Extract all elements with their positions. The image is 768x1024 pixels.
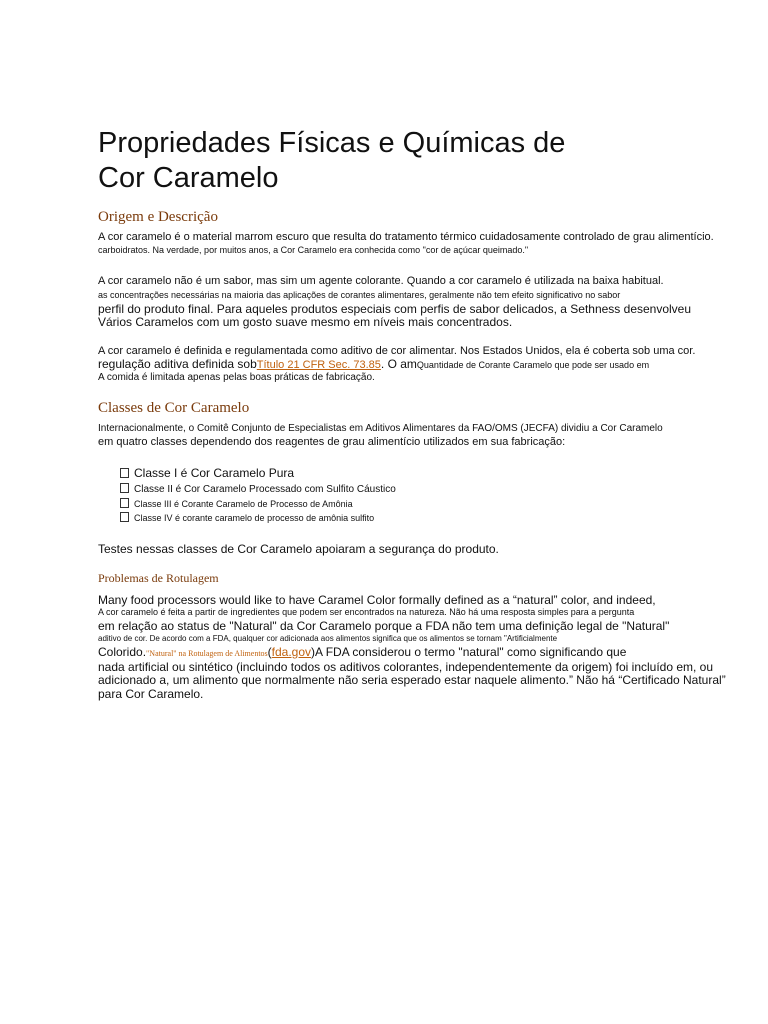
section-heading-rotulagem: Problemas de Rotulagem <box>98 571 219 585</box>
checkbox-icon <box>120 498 129 508</box>
origem-p3-line2 <box>98 357 649 371</box>
rotulagem-line6: nada artificial ou sintético (incluindo todos os aditivos colorantes, independentemente da origem) foi incluído em, ou <box>98 660 714 674</box>
origem-p2-line1: A cor caramelo não é um sabor, mas sim um agente colorante. Quando a cor caramelo é utilizada na baixa habitual. <box>98 275 664 287</box>
class-list-item <box>120 512 374 523</box>
classes-outro: Testes nessas classes de Cor Caramelo apoiaram a segurança do produto. <box>98 542 499 556</box>
rotulagem-line8: para Cor Caramelo. <box>98 687 204 701</box>
origem-p1-line1: A cor caramelo é o material marrom escuro que resulta do tratamento térmico cuidadosamente controlado de grau alimentício. <box>98 231 714 243</box>
origem-p3-line1: A cor caramelo é definida e regulamentada como aditivo de cor alimentar. Nos Estados Unidos, ela é coberta sob uma cor. <box>98 345 696 357</box>
classes-intro-line1: Internacionalmente, o Comitê Conjunto de Especialistas em Aditivos Alimentares da FAO/OMS (JECFA) dividiu a Cor Caramelo <box>98 423 663 434</box>
class-list-item-label: Classe IV é corante caramelo de processo de amônia sulfito <box>134 513 375 523</box>
section-heading-origem: Origem e Descrição <box>98 209 218 225</box>
classes-intro-line2: em quatro classes dependendo dos reagentes de grau alimentício utilizados em sua fabricação: <box>98 436 566 448</box>
origem-p2-line4: Vários Caramelos com um gosto suave mesmo em níveis mais concentrados. <box>98 315 513 329</box>
rotulagem-line2: A cor caramelo é feita a partir de ingredientes que podem ser encontrados na natureza. Não há uma resposta simples para a pergunta <box>98 607 635 617</box>
origem-p3-text-c: Quantidade de Corante Caramelo que pode ser usado em <box>416 360 650 370</box>
origem-p3-text-a: regulação aditiva definida sob <box>98 357 257 371</box>
class-list-item <box>120 498 353 509</box>
rotulagem-line3: em relação ao status de "Natural" da Cor Caramelo porque a FDA não tem uma definição legal de "Natural" <box>98 619 670 633</box>
origem-p2-line2: as concentrações necessárias na maioria das aplicações de corantes alimentares, geralmente não tem efeito significativo no sabor <box>98 290 621 300</box>
rotulagem-line5-text-a: Colorido. <box>98 645 147 659</box>
checkbox-icon <box>120 468 129 478</box>
origem-p3-line3: A comida é limitada apenas pelas boas práticas de fabricação. <box>98 372 375 383</box>
checkbox-icon <box>120 512 129 522</box>
origem-p1-line2: carboidratos. Na verdade, por muitos anos, a Cor Caramelo era conhecida como "cor de açúcar queimado." <box>98 245 529 255</box>
natural-labeling-link[interactable]: "Natural" na Rotulagem de Alimentos <box>146 649 268 658</box>
origem-p3-text-b: . O am <box>380 357 417 371</box>
class-list-item <box>120 466 294 480</box>
page-title <box>98 126 698 196</box>
page-title-line1: Propriedades Físicas e Químicas de <box>98 127 566 159</box>
class-list-item <box>120 483 396 495</box>
page-title-line2: Cor Caramelo <box>98 162 279 194</box>
origem-p2-line3: perfil do produto final. Para aqueles produtos especiais com perfis de sabor delicados, a Sethness desenvolveu <box>98 302 692 316</box>
cfr-link[interactable]: Título 21 CFR Sec. 73.85 <box>256 359 381 371</box>
paren-close: ) <box>311 645 316 659</box>
checkbox-icon <box>120 483 129 493</box>
rotulagem-line5 <box>98 645 626 659</box>
rotulagem-line5-text-b: A FDA considerou o termo "natural" como significando que <box>315 645 627 659</box>
rotulagem-line7: adicionado a, um alimento que normalmente não seria esperado estar naquele alimento.” Não há “Certificado Natural” <box>98 673 726 687</box>
class-list-item-label: Classe I é Cor Caramelo Pura <box>134 466 295 480</box>
fda-gov-link[interactable]: fda.gov <box>271 645 312 659</box>
rotulagem-line1: Many food processors would like to have Caramel Color formally defined as a “natural” color, and indeed, <box>98 593 656 607</box>
class-list-item-label: Classe II é Cor Caramelo Processado com Sulfito Cáustico <box>134 484 396 495</box>
class-list-item-label: Classe III é Corante Caramelo de Processo de Amônia <box>134 499 353 509</box>
section-heading-classes: Classes de Cor Caramelo <box>98 400 250 416</box>
rotulagem-line4: aditivo de cor. De acordo com a FDA, qualquer cor adicionada aos alimentos significa que os alimentos se tornam "Artificialmente <box>98 634 558 643</box>
paren-open: ( <box>267 645 272 659</box>
